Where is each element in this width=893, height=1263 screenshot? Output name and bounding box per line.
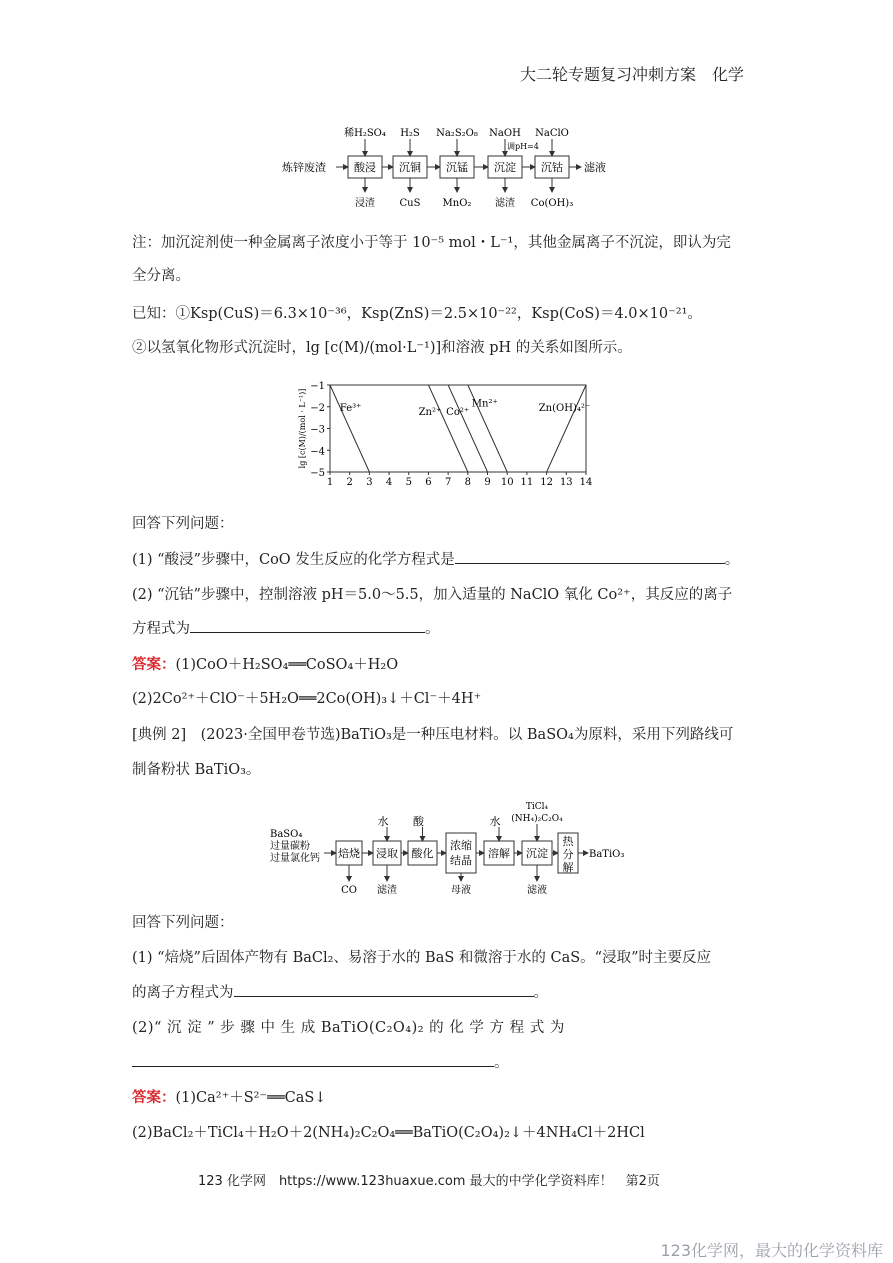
flow2-product: 滤渣 xyxy=(377,885,397,896)
known-2: ②以氢氧化物形式沉淀时，lg [c(M)/(mol·L⁻¹)]和溶液 pH 的关系如图所示。 xyxy=(132,340,632,356)
x-tick-label: 5 xyxy=(405,477,412,488)
answer-4: (2)BaCl₂＋TiCl₄＋H₂O＋2(NH₄)₂C₂O₄══BaTiO(C₂O₄)₂↓＋4NH₄Cl＋2HCl xyxy=(132,1125,645,1141)
flow-diagram-2 xyxy=(266,795,636,900)
question-1: (1) “酸浸”步骤中，CoO 发生反应的化学方程式是 。 xyxy=(132,549,739,571)
flow2-input: BaSO₄ xyxy=(270,829,303,840)
x-tick-label: 3 xyxy=(366,477,373,488)
y-tick-label: −3 xyxy=(310,424,325,436)
flow2-step-label: 解 xyxy=(562,861,574,874)
flow2-step-label: 浸取 xyxy=(376,847,398,860)
flow2-step-label: 焙烧 xyxy=(338,847,360,860)
flow1-step-label: 沉钴 xyxy=(541,161,563,174)
series-line xyxy=(330,385,369,472)
x-tick-label: 11 xyxy=(520,477,534,488)
x-tick-label: 8 xyxy=(464,477,472,488)
watermark: 123化学网，最大的化学资料库 xyxy=(660,1241,883,1260)
answer-blank xyxy=(455,549,725,564)
flow2-reagent: 水 xyxy=(377,815,389,828)
flow1-reagent: NaClO xyxy=(535,128,569,139)
flow2-reagent: TiCl₄ xyxy=(525,802,549,812)
series-line xyxy=(547,385,586,472)
answer-2: (2)2Co²⁺＋ClO⁻＋5H₂O══2Co(OH)₃↓＋Cl⁻＋4H⁺ xyxy=(132,691,482,707)
x-tick-label: 1 xyxy=(326,477,334,488)
page-header: 大二轮专题复习冲刺方案 化学 xyxy=(520,65,745,84)
plot-frame xyxy=(330,385,586,472)
flow1-reagent: NaOH xyxy=(489,128,521,139)
question-2a: (2) “沉钴”步骤中，控制溶液 pH＝5.0～5.5，加入适量的 NaClO 氧化 Co²⁺，其反应的离子 xyxy=(132,587,733,603)
flow1-step-label: 沉淀 xyxy=(494,161,516,174)
x-tick-label: 9 xyxy=(484,477,491,488)
flow1-reagent: H₂S xyxy=(400,128,420,139)
flow2-step-label: 分 xyxy=(562,848,574,861)
flow2-step-label: 酸化 xyxy=(411,847,434,860)
known-ksp: Ksp(CuS)＝6.3×10⁻³⁶，Ksp(ZnS)＝2.5×10⁻²²，Ksp(CoS)＝4.0×10⁻²¹。 xyxy=(190,306,702,322)
answer-blank xyxy=(132,1052,494,1067)
question-intro-2: 回答下列问题： xyxy=(132,915,234,931)
series-label: Fe³⁺ xyxy=(339,402,362,414)
x-tick-label: 4 xyxy=(385,477,393,488)
flow1-step-label: 沉铜 xyxy=(399,161,421,174)
flow2-reagent: 水 xyxy=(489,815,501,828)
flow1-start: 炼锌废渣 xyxy=(282,161,326,174)
note-line-1: 注：加沉淀剂使一种金属离子浓度小于等于 10⁻⁵ mol・L⁻¹，其他金属离子不沉淀，即认为完 xyxy=(132,235,731,251)
flow1-step-label: 酸浸 xyxy=(354,161,376,174)
page-footer: 123 化学网 https://www.123huaxue.com 最大的中学化学资料库！ 第2页 xyxy=(198,1174,660,1189)
flow1-product: CuS xyxy=(399,198,421,209)
x-tick-label: 6 xyxy=(425,477,432,488)
flow2-end: BaTiO₃ xyxy=(589,849,625,860)
flow2-step-label: 热 xyxy=(562,835,574,848)
y-tick-label: −2 xyxy=(310,402,325,414)
answer-1: 答案：(1)CoO＋H₂SO₄══CoSO₄＋H₂O xyxy=(132,657,399,673)
x-tick-label: 14 xyxy=(579,477,593,488)
flow-diagram-1 xyxy=(280,120,620,215)
flow1-product: MnO₂ xyxy=(442,198,472,209)
question-3a: (1) “焙烧”后固体产物有 BaCl₂、易溶于水的 BaS 和微溶于水的 CaS。“浸取”时主要反应 xyxy=(132,950,711,966)
flow2-reagent: (NH₄)₂C₂O₄ xyxy=(511,814,563,824)
flow2-step-label: 浓缩 xyxy=(450,839,472,852)
flow1-reagent-extra: 调pH=4 xyxy=(507,142,539,151)
answer-label: 答案： xyxy=(132,1090,176,1106)
y-axis-label: lg [c(M)/(mol · L⁻¹)] xyxy=(298,388,307,469)
x-tick-label: 13 xyxy=(559,477,573,488)
flow2-step-label: 溶解 xyxy=(488,847,510,860)
flow2-step-label: 结晶 xyxy=(450,854,472,867)
x-tick-label: 12 xyxy=(540,477,553,488)
question-intro: 回答下列问题： xyxy=(132,516,234,532)
series-line xyxy=(428,385,470,472)
known-1 xyxy=(132,303,702,325)
question-4b: 。 xyxy=(132,1052,509,1074)
x-tick-label: 7 xyxy=(444,477,452,488)
ph-chart xyxy=(290,375,600,490)
note-line-2: 全分离。 xyxy=(132,268,190,284)
flow1-reagent: 稀H₂SO₄ xyxy=(344,128,386,139)
series-label: Zn²⁺ xyxy=(418,407,442,419)
x-tick-label: 2 xyxy=(346,477,353,488)
answer-label: 答案： xyxy=(132,657,176,673)
series-label: Zn(OH)₄²⁻ xyxy=(538,402,591,414)
example-2-line-2: 制备粉状 BaTiO₃。 xyxy=(132,762,261,778)
flow2-input: 过量碳粉 xyxy=(270,841,310,852)
question-4a: (2)“ 沉 淀 ” 步 骤 中 生 成 BaTiO(C₂O₄)₂ 的 化 学 方 程 式 为 xyxy=(132,1020,565,1036)
series-label: Co²⁺ xyxy=(446,407,470,419)
question-3b: 的离子方程式为 。 xyxy=(132,982,548,1004)
question-2b: 方程式为 。 xyxy=(132,618,440,640)
y-tick-label: −1 xyxy=(310,381,325,392)
flow2-product: 母液 xyxy=(451,885,471,896)
flow1-step-label: 沉锰 xyxy=(446,161,468,174)
answer-blank xyxy=(190,618,425,633)
flow1-end: 滤液 xyxy=(584,161,606,174)
y-tick-label: −5 xyxy=(310,468,325,479)
flow2-reagent: 酸 xyxy=(413,815,424,828)
flow2-product: 滤液 xyxy=(527,885,547,896)
x-tick-label: 10 xyxy=(500,477,514,488)
example-2-line-1: [典例 2] (2023·全国甲卷节选)BaTiO₃是一种压电材料。以 BaSO₄为原料，采用下列路线可 xyxy=(132,727,734,743)
answer-3: 答案：(1)Ca²⁺＋S²⁻══CaS↓ xyxy=(132,1090,327,1106)
flow2-input: 过量氯化钙 xyxy=(270,853,320,864)
y-tick-label: −4 xyxy=(310,446,325,458)
answer-blank xyxy=(234,982,534,997)
series-label: Mn²⁺ xyxy=(471,398,498,410)
flow1-product: 滤渣 xyxy=(495,198,515,209)
known-prefix: 已知：① xyxy=(132,306,190,322)
flow1-product: 浸渣 xyxy=(355,198,375,209)
flow2-product: CO xyxy=(341,885,357,896)
flow2-step-label: 沉淀 xyxy=(526,847,548,860)
flow1-product: Co(OH)₃ xyxy=(530,198,574,209)
flow1-reagent: Na₂S₂O₈ xyxy=(436,128,478,139)
